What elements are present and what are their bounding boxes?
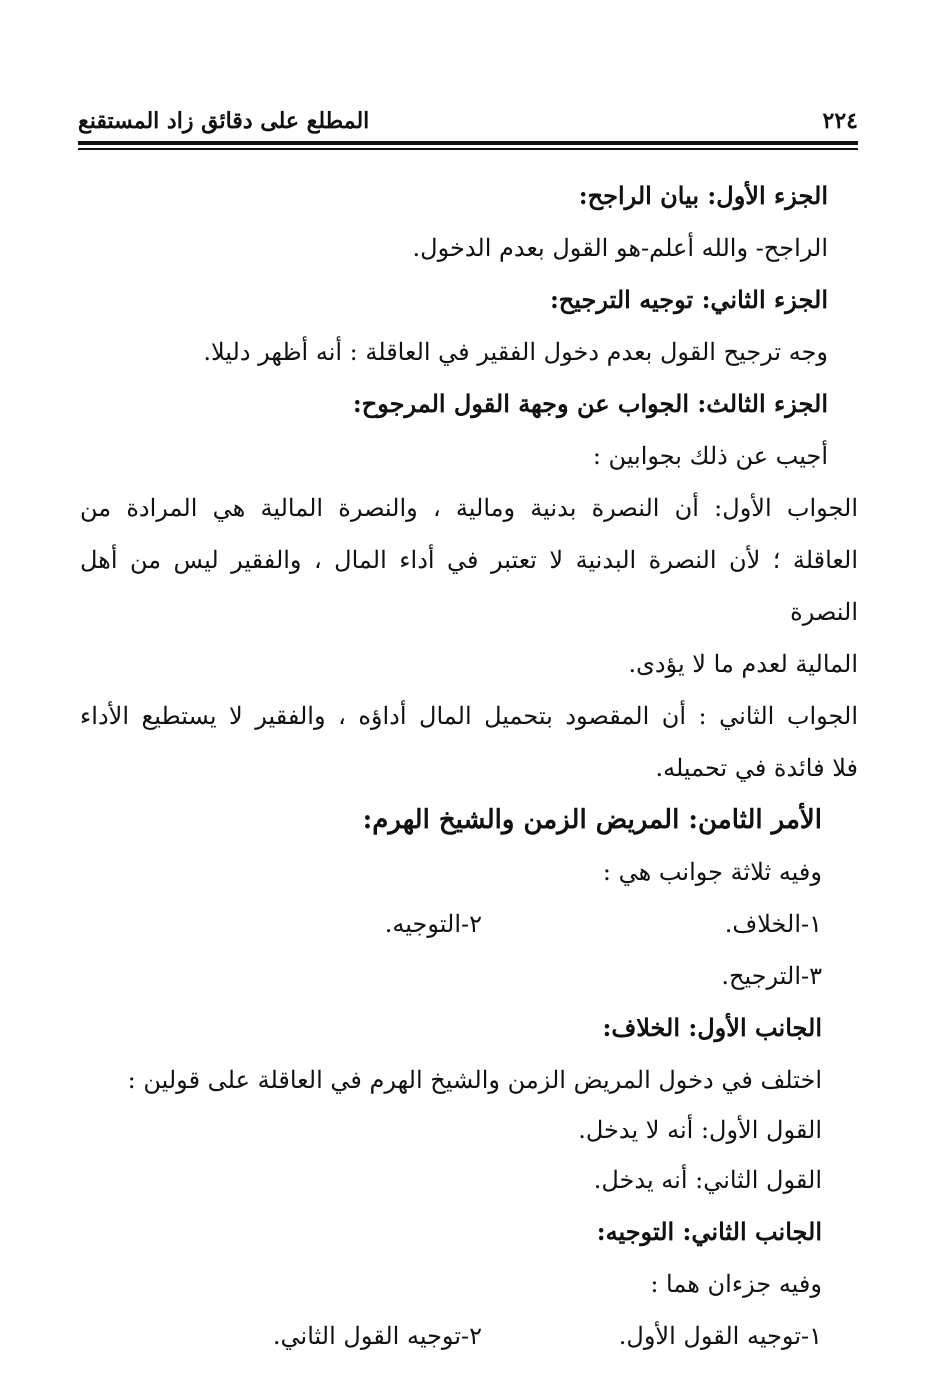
heading-aspect-one: الجانب الأول: الخلاف: [602, 1013, 822, 1042]
paragraph-three-aspects: وفيه ثلاثة جوانب هي : [602, 858, 822, 886]
parts-list-row [80, 1310, 822, 1362]
paragraph-two-parts: وفيه جزءان هما : [650, 1270, 822, 1298]
list-item: ٢-التوجيه. [384, 910, 482, 938]
running-title: المطلع على دقائق زاد المستقنع [78, 108, 370, 134]
heading-eighth-matter: الأمر الثامن: المريض الزمن والشيخ الهرم: [362, 805, 822, 835]
heading-aspect-two: الجانب الثاني: التوجيه: [596, 1217, 822, 1246]
paragraph-two-answers: أجيب عن ذلك بجوابين : [592, 442, 828, 470]
heading-part-two: الجزء الثاني: توجيه الترجيح: [549, 285, 828, 314]
answer-one-line-2: العاقلة ؛ لأن النصرة البدنية لا تعتبر في أداء المال ، والفقير ليس من أهل النصرة [80, 546, 858, 626]
heading-part-one: الجزء الأول: بيان الراجح: [578, 181, 828, 210]
answer-two-line-2: فلا فائدة في تحميله. [655, 754, 858, 782]
page-header [78, 108, 858, 138]
aspects-list-row-1 [80, 898, 822, 950]
header-rule-thick [78, 141, 858, 145]
opinion-two: القول الثاني: أنه يدخل. [593, 1166, 822, 1194]
list-item: ٢-توجيه القول الثاني. [272, 1322, 482, 1350]
page-body [80, 170, 858, 1362]
list-item: ١-الخلاف. [724, 910, 822, 938]
list-item: ١-توجيه القول الأول. [618, 1322, 822, 1350]
opinion-one: القول الأول: أنه لا يدخل. [578, 1116, 822, 1144]
list-item: ٣-الترجيح. [721, 962, 822, 990]
heading-part-three: الجزء الثالث: الجواب عن وجهة القول المرجوح: [352, 389, 828, 418]
answer-one-line-1: الجواب الأول: أن النصرة بدنية ومالية ، والنصرة المالية هي المرادة من [80, 494, 858, 522]
answer-one-line-3: المالية لعدم ما لا يؤدى. [628, 650, 858, 678]
paragraph-reason: وجه ترجيح القول بعدم دخول الفقير في العاقلة : أنه أظهر دليلا. [203, 338, 828, 366]
answer-two-line-1: الجواب الثاني : أن المقصود بتحميل المال أداؤه ، والفقير لا يستطيع الأداء [80, 702, 858, 730]
page-number: ٢٢٤ [822, 108, 858, 134]
paragraph-disagreement: اختلف في دخول المريض الزمن والشيخ الهرم في العاقلة على قولين : [127, 1066, 822, 1094]
paragraph-preferred: الراجح- والله أعلم-هو القول بعدم الدخول. [412, 234, 828, 262]
header-rule-thin [78, 148, 858, 150]
